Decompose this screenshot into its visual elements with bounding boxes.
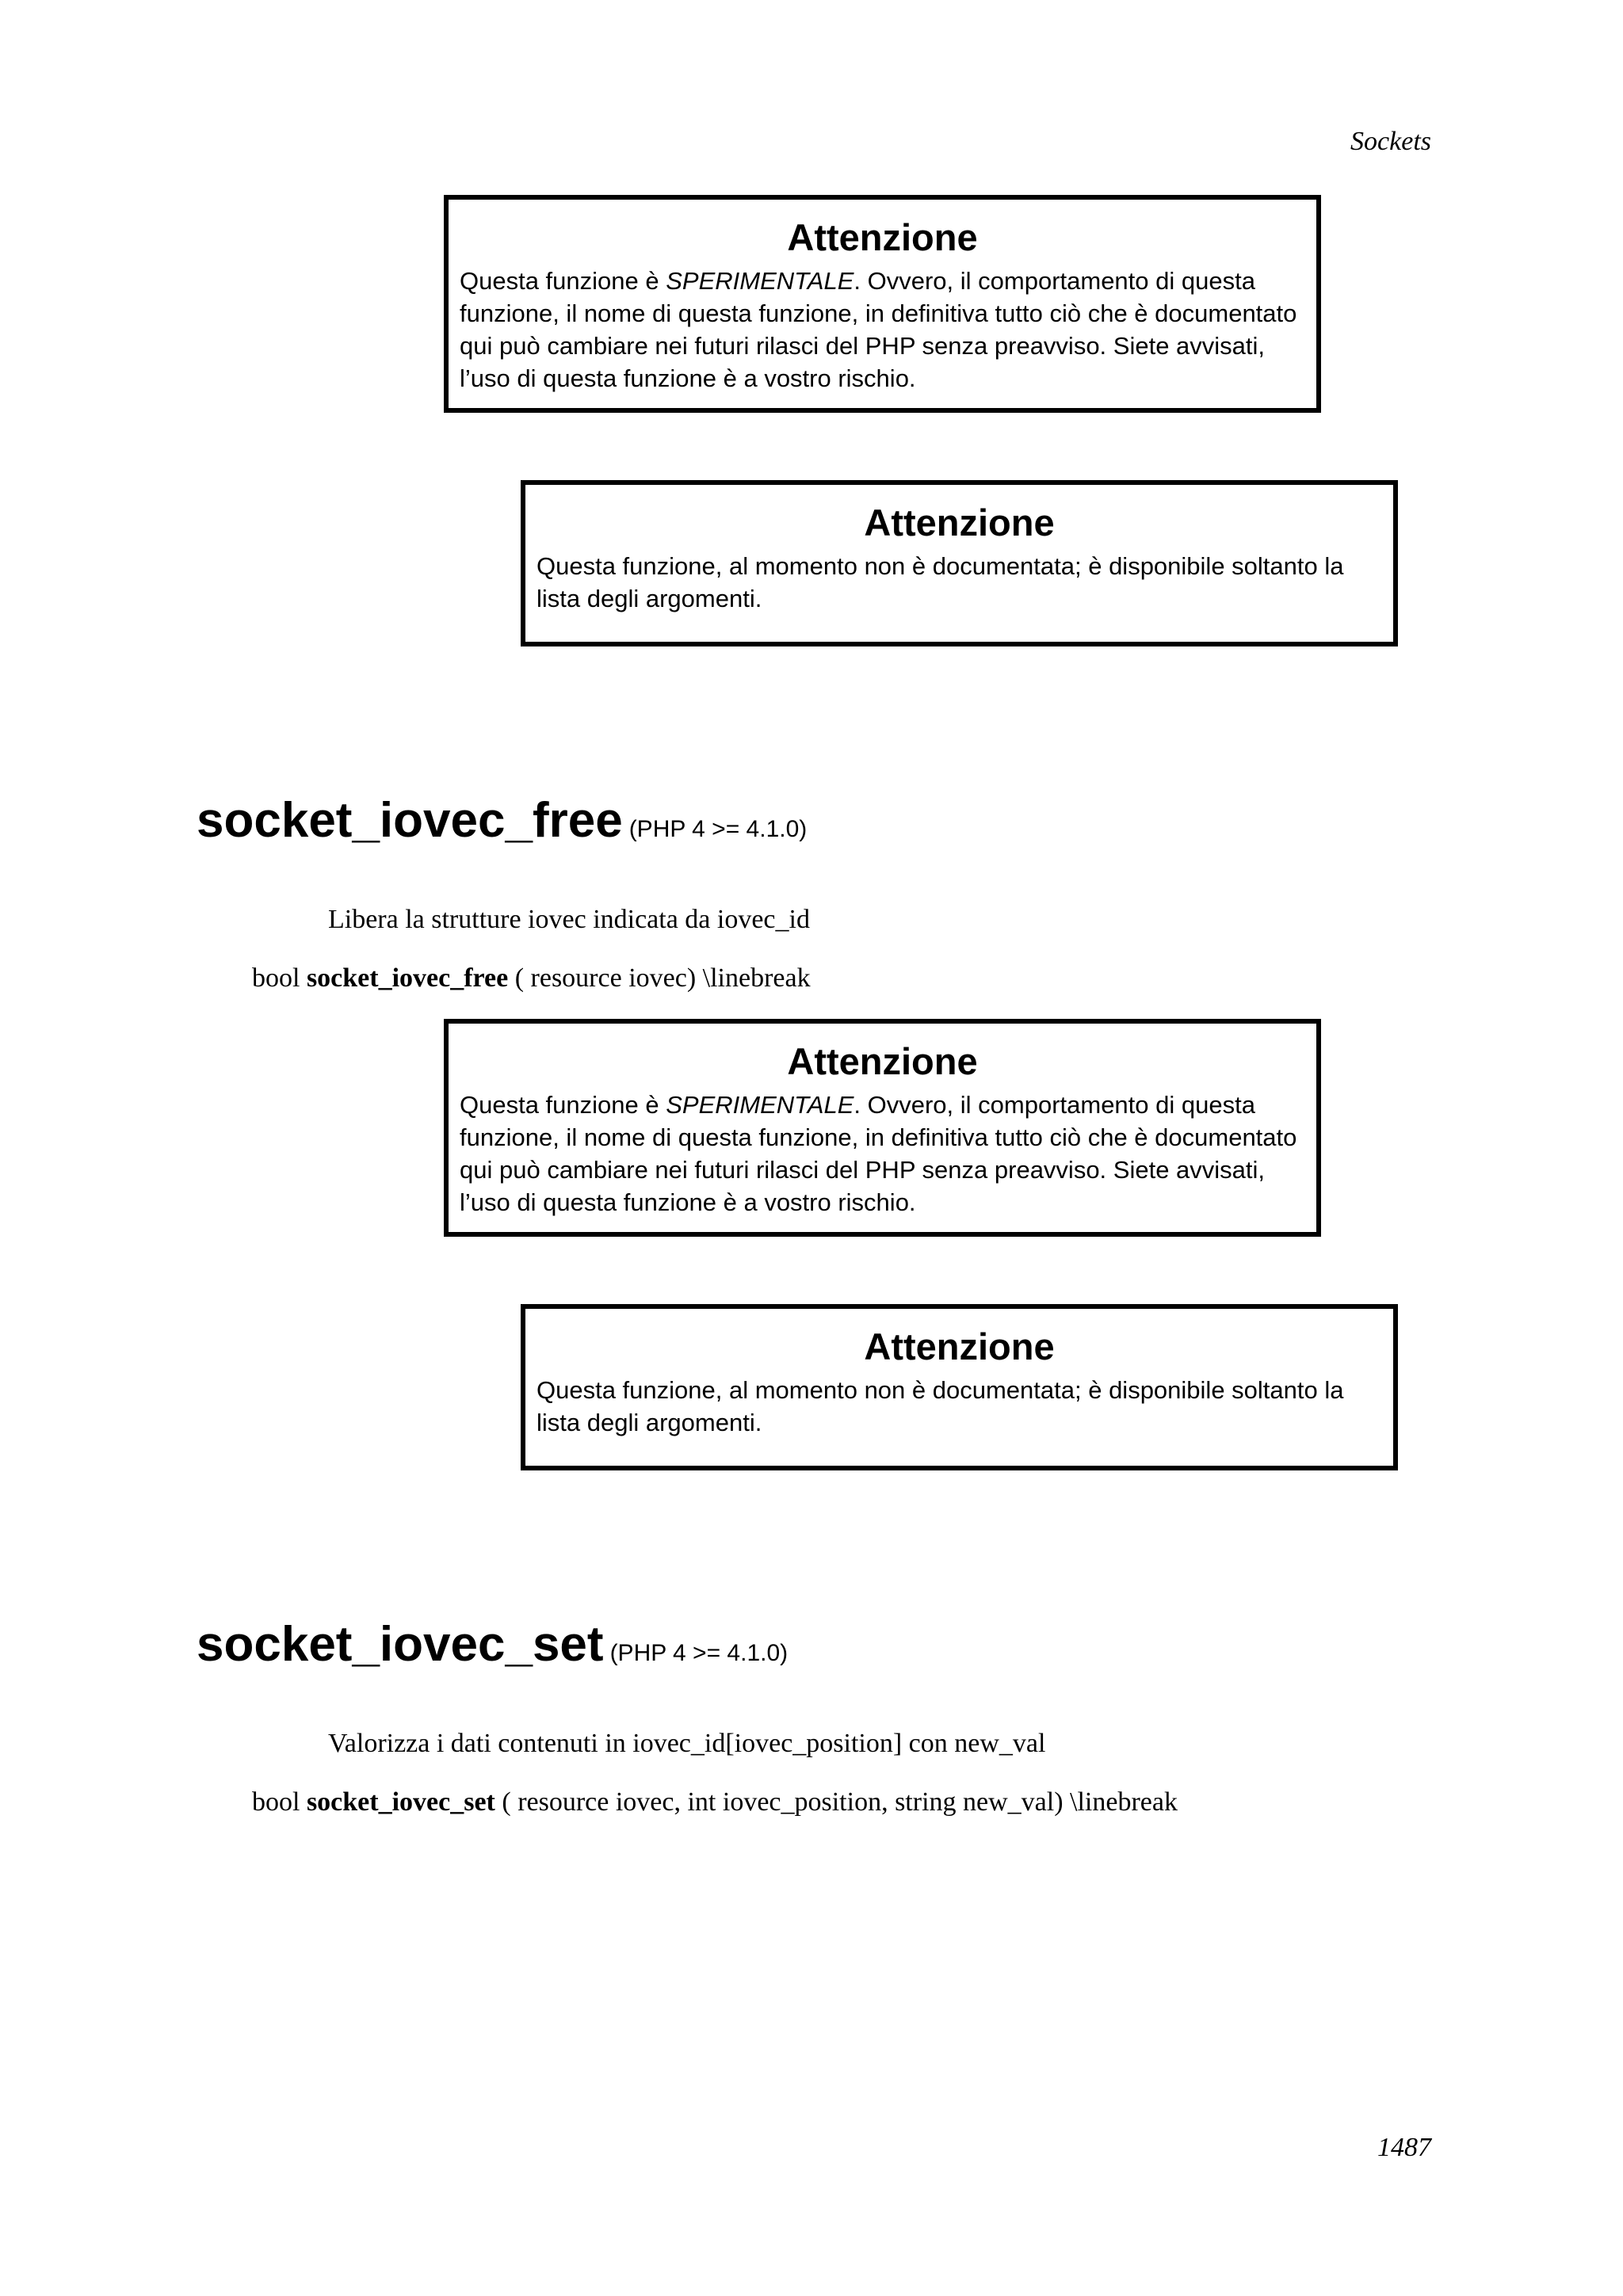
function-description: Libera la strutture iovec indicata da iovec_id xyxy=(328,905,810,934)
experimental-emphasis: SPERIMENTALE xyxy=(666,1091,854,1119)
warning-text: Questa funzione, al momento non è documentata; è disponibile soltanto la lista degli argomenti. xyxy=(537,1376,1344,1436)
function-version: (PHP 4 >= 4.1.0) xyxy=(609,1640,789,1666)
warning-text: Questa funzione è SPERIMENTALE. Ovvero, il comportamento di questa funzione, il nome di questa funzione, in definitiva tutto ciò che è documentato qui può cambiare nei futuri rilasci del PHP senza preavviso. Siete avvisati, l’uso di questa funzione è a vostro rischio. xyxy=(460,267,1297,392)
running-header: Sockets xyxy=(1350,127,1431,156)
function-heading xyxy=(197,1616,788,1672)
warning-title: Attenzione xyxy=(787,216,978,258)
function-version: (PHP 4 >= 4.1.0) xyxy=(628,816,808,842)
return-type: bool xyxy=(252,963,300,993)
signature-name: socket_iovec_set xyxy=(306,1787,495,1817)
signature-name: socket_iovec_free xyxy=(306,963,509,993)
warning-title: Attenzione xyxy=(864,1325,1055,1367)
return-type: bool xyxy=(252,1787,300,1817)
experimental-emphasis: SPERIMENTALE xyxy=(666,267,854,295)
function-name: socket_iovec_free xyxy=(197,793,623,848)
experimental-warning-box xyxy=(444,195,1321,413)
page-number: 1487 xyxy=(1377,2133,1431,2162)
warning-title: Attenzione xyxy=(864,502,1055,543)
experimental-warning-box xyxy=(444,1019,1321,1237)
function-name: socket_iovec_set xyxy=(197,1617,604,1672)
undocumented-warning-box xyxy=(521,480,1398,646)
function-heading xyxy=(197,792,807,849)
function-description: Valorizza i dati contenuti in iovec_id[iovec_position] con new_val xyxy=(328,1729,1046,1758)
signature-params: ( resource iovec, int iovec_position, string new_val) \linebreak xyxy=(502,1787,1178,1817)
warning-text: Questa funzione è SPERIMENTALE. Ovvero, il comportamento di questa funzione, il nome di questa funzione, in definitiva tutto ciò che è documentato qui può cambiare nei futuri rilasci del PHP senza preavviso. Siete avvisati, l’uso di questa funzione è a vostro rischio. xyxy=(460,1091,1297,1216)
warning-title: Attenzione xyxy=(787,1040,978,1082)
function-synopsis xyxy=(252,963,811,994)
warning-text: Questa funzione, al momento non è documentata; è disponibile soltanto la lista degli argomenti. xyxy=(537,552,1344,612)
signature-params: ( resource iovec) \linebreak xyxy=(514,963,811,993)
function-synopsis xyxy=(252,1787,1178,1817)
undocumented-warning-box xyxy=(521,1304,1398,1470)
